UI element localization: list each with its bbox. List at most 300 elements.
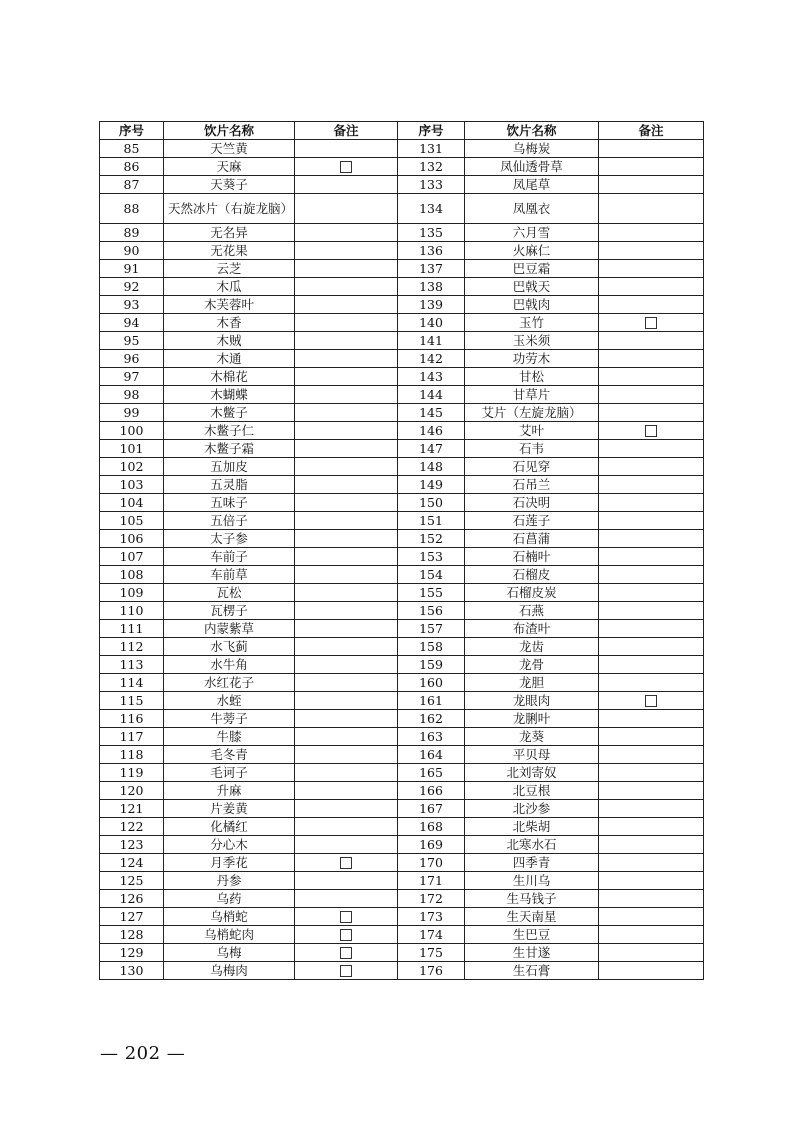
serial-cell: 171 (398, 872, 465, 890)
remark-cell (599, 260, 704, 278)
remark-cell (295, 386, 398, 404)
remark-cell (295, 908, 398, 926)
remark-cell (295, 494, 398, 512)
herb-name-cell: 龙骨 (465, 656, 599, 674)
herb-name-cell: 乌梢蛇肉 (164, 926, 295, 944)
table-row (100, 674, 704, 692)
remark-cell (295, 872, 398, 890)
herb-name-cell: 龙齿 (465, 638, 599, 656)
remark-cell (295, 224, 398, 242)
serial-cell: 127 (100, 908, 164, 926)
serial-cell: 99 (100, 404, 164, 422)
table-row (100, 638, 704, 656)
serial-cell: 110 (100, 602, 164, 620)
remark-cell (295, 746, 398, 764)
remark-cell (295, 710, 398, 728)
serial-cell: 105 (100, 512, 164, 530)
herb-name-cell: 石菖蒲 (465, 530, 599, 548)
remark-cell (599, 278, 704, 296)
herb-name-cell: 平贝母 (465, 746, 599, 764)
remark-cell (599, 782, 704, 800)
herb-name-cell: 生马钱子 (465, 890, 599, 908)
remark-cell (599, 746, 704, 764)
herb-name-cell: 天葵子 (164, 176, 295, 194)
herb-name-cell: 北刘寄奴 (465, 764, 599, 782)
serial-cell: 161 (398, 692, 465, 710)
serial-cell: 122 (100, 818, 164, 836)
herb-name-cell: 升麻 (164, 782, 295, 800)
serial-cell: 148 (398, 458, 465, 476)
serial-cell: 86 (100, 158, 164, 176)
remark-cell (295, 854, 398, 872)
serial-cell: 96 (100, 350, 164, 368)
remark-cell (295, 176, 398, 194)
serial-cell: 109 (100, 584, 164, 602)
remark-cell (599, 224, 704, 242)
serial-cell: 118 (100, 746, 164, 764)
header-name-right: 饮片名称 (465, 122, 599, 140)
remark-cell (599, 926, 704, 944)
herb-name-cell: 石榴皮 (465, 566, 599, 584)
herb-name-cell: 北寒水石 (465, 836, 599, 854)
serial-cell: 112 (100, 638, 164, 656)
herb-name-cell: 牛蒡子 (164, 710, 295, 728)
remark-cell (295, 422, 398, 440)
serial-cell: 169 (398, 836, 465, 854)
herb-name-cell: 布渣叶 (465, 620, 599, 638)
herb-name-cell: 木通 (164, 350, 295, 368)
remark-cell (295, 566, 398, 584)
remark-cell (599, 872, 704, 890)
herb-name-cell: 无名异 (164, 224, 295, 242)
table-row (100, 368, 704, 386)
remark-cell (599, 638, 704, 656)
header-name-left: 饮片名称 (164, 122, 295, 140)
table-row (100, 602, 704, 620)
remark-cell (599, 350, 704, 368)
herb-name-cell: 石莲子 (465, 512, 599, 530)
table-row (100, 584, 704, 602)
herb-name-cell: 车前草 (164, 566, 295, 584)
serial-cell: 158 (398, 638, 465, 656)
table-row (100, 242, 704, 260)
serial-cell: 162 (398, 710, 465, 728)
herb-name-cell: 车前子 (164, 548, 295, 566)
herb-name-cell: 内蒙紫草 (164, 620, 295, 638)
table-row (100, 332, 704, 350)
remark-cell (599, 530, 704, 548)
table-row (100, 140, 704, 158)
remark-cell (295, 368, 398, 386)
table-row (100, 710, 704, 728)
serial-cell: 155 (398, 584, 465, 602)
remark-cell (295, 242, 398, 260)
remark-checkbox-icon (340, 911, 352, 923)
herb-name-cell: 甘草片 (465, 386, 599, 404)
herb-name-cell: 木鳖子 (164, 404, 295, 422)
serial-cell: 119 (100, 764, 164, 782)
remark-cell (295, 530, 398, 548)
serial-cell: 149 (398, 476, 465, 494)
table-row (100, 224, 704, 242)
table-row (100, 350, 704, 368)
remark-checkbox-icon (340, 161, 352, 173)
remark-cell (599, 296, 704, 314)
remark-cell (599, 512, 704, 530)
remark-cell (599, 368, 704, 386)
herb-name-cell: 北豆根 (465, 782, 599, 800)
serial-cell: 88 (100, 194, 164, 224)
table-row (100, 818, 704, 836)
remark-cell (599, 476, 704, 494)
remark-cell (295, 602, 398, 620)
herb-name-cell: 水红花子 (164, 674, 295, 692)
serial-cell: 129 (100, 944, 164, 962)
serial-cell: 139 (398, 296, 465, 314)
serial-cell: 91 (100, 260, 164, 278)
herb-name-cell: 玉竹 (465, 314, 599, 332)
remark-cell (599, 962, 704, 980)
table-row (100, 620, 704, 638)
serial-cell: 160 (398, 674, 465, 692)
table-row (100, 566, 704, 584)
herb-name-cell: 功劳木 (465, 350, 599, 368)
table-row (100, 476, 704, 494)
remark-cell (599, 656, 704, 674)
herb-name-cell: 分心木 (164, 836, 295, 854)
remark-cell (599, 194, 704, 224)
serial-cell: 147 (398, 440, 465, 458)
remark-cell (295, 638, 398, 656)
serial-cell: 92 (100, 278, 164, 296)
remark-cell (599, 602, 704, 620)
remark-cell (599, 764, 704, 782)
table-row (100, 296, 704, 314)
herb-name-cell: 毛冬青 (164, 746, 295, 764)
remark-cell (599, 494, 704, 512)
serial-cell: 164 (398, 746, 465, 764)
table-row (100, 404, 704, 422)
herb-name-cell: 木芙蓉叶 (164, 296, 295, 314)
remark-cell (599, 836, 704, 854)
remark-cell (599, 242, 704, 260)
remark-cell (295, 194, 398, 224)
herb-name-cell: 乌梅炭 (465, 140, 599, 158)
remark-cell (599, 710, 704, 728)
remark-cell (295, 674, 398, 692)
remark-checkbox-icon (340, 857, 352, 869)
serial-cell: 140 (398, 314, 465, 332)
serial-cell: 154 (398, 566, 465, 584)
serial-cell: 111 (100, 620, 164, 638)
remark-cell (295, 962, 398, 980)
serial-cell: 85 (100, 140, 164, 158)
herb-name-cell: 太子参 (164, 530, 295, 548)
remark-cell (599, 440, 704, 458)
serial-cell: 123 (100, 836, 164, 854)
remark-cell (295, 818, 398, 836)
serial-cell: 156 (398, 602, 465, 620)
header-remark-left: 备注 (295, 122, 398, 140)
serial-cell: 87 (100, 176, 164, 194)
herb-name-cell: 木蝴蝶 (164, 386, 295, 404)
remark-cell (599, 176, 704, 194)
header-row (100, 122, 704, 140)
serial-cell: 174 (398, 926, 465, 944)
remark-cell (295, 944, 398, 962)
serial-cell: 157 (398, 620, 465, 638)
herb-name-cell: 生天南星 (465, 908, 599, 926)
table-row (100, 458, 704, 476)
serial-cell: 167 (398, 800, 465, 818)
herb-name-cell: 水牛角 (164, 656, 295, 674)
remark-cell (599, 314, 704, 332)
serial-cell: 89 (100, 224, 164, 242)
herb-name-cell: 艾片（左旋龙脑） (465, 404, 599, 422)
herb-name-cell: 化橘红 (164, 818, 295, 836)
serial-cell: 150 (398, 494, 465, 512)
serial-cell: 165 (398, 764, 465, 782)
remark-cell (295, 314, 398, 332)
serial-cell: 144 (398, 386, 465, 404)
remark-cell (295, 764, 398, 782)
serial-cell: 152 (398, 530, 465, 548)
herb-name-cell: 五味子 (164, 494, 295, 512)
herb-name-cell: 牛膝 (164, 728, 295, 746)
herb-name-cell: 凤尾草 (465, 176, 599, 194)
serial-cell: 98 (100, 386, 164, 404)
serial-cell: 108 (100, 566, 164, 584)
herb-name-cell: 石决明 (465, 494, 599, 512)
header-remark-right: 备注 (599, 122, 704, 140)
serial-cell: 125 (100, 872, 164, 890)
serial-cell: 121 (100, 800, 164, 818)
herb-name-cell: 龙胆 (465, 674, 599, 692)
serial-cell: 116 (100, 710, 164, 728)
serial-cell: 134 (398, 194, 465, 224)
serial-cell: 141 (398, 332, 465, 350)
serial-cell: 114 (100, 674, 164, 692)
herb-name-cell: 石榴皮炭 (465, 584, 599, 602)
herb-name-cell: 乌梅 (164, 944, 295, 962)
herb-name-cell: 玉米须 (465, 332, 599, 350)
table-row (100, 800, 704, 818)
remark-cell (295, 158, 398, 176)
remark-cell (599, 566, 704, 584)
serial-cell: 153 (398, 548, 465, 566)
serial-cell: 106 (100, 530, 164, 548)
remark-cell (599, 584, 704, 602)
herb-name-cell: 凤仙透骨草 (465, 158, 599, 176)
serial-cell: 117 (100, 728, 164, 746)
serial-cell: 145 (398, 404, 465, 422)
remark-cell (599, 890, 704, 908)
remark-cell (295, 476, 398, 494)
herb-name-cell: 艾叶 (465, 422, 599, 440)
herb-name-cell: 无花果 (164, 242, 295, 260)
herb-name-cell: 木鳖子霜 (164, 440, 295, 458)
table-row (100, 836, 704, 854)
serial-cell: 151 (398, 512, 465, 530)
table-row (100, 548, 704, 566)
herb-name-cell: 木香 (164, 314, 295, 332)
herb-name-cell: 片姜黄 (164, 800, 295, 818)
herb-name-cell: 巴戟肉 (465, 296, 599, 314)
remark-cell (295, 728, 398, 746)
herb-name-cell: 云芝 (164, 260, 295, 278)
herb-name-cell: 毛诃子 (164, 764, 295, 782)
remark-cell (295, 584, 398, 602)
remark-checkbox-icon (645, 425, 657, 437)
herb-name-cell: 木贼 (164, 332, 295, 350)
herb-name-cell: 六月雪 (465, 224, 599, 242)
serial-cell: 143 (398, 368, 465, 386)
table-body (100, 140, 704, 980)
table-row (100, 158, 704, 176)
herb-name-cell: 凤凰衣 (465, 194, 599, 224)
remark-cell (599, 728, 704, 746)
serial-cell: 159 (398, 656, 465, 674)
header-serial-left: 序号 (100, 122, 164, 140)
serial-cell: 166 (398, 782, 465, 800)
table-row (100, 908, 704, 926)
remark-cell (295, 332, 398, 350)
serial-cell: 168 (398, 818, 465, 836)
table-row (100, 278, 704, 296)
serial-cell: 124 (100, 854, 164, 872)
remark-cell (599, 800, 704, 818)
herb-name-cell: 巴戟天 (465, 278, 599, 296)
remark-cell (295, 890, 398, 908)
herb-name-cell: 乌梅肉 (164, 962, 295, 980)
table-row (100, 314, 704, 332)
remark-cell (599, 140, 704, 158)
herb-name-cell: 火麻仁 (465, 242, 599, 260)
herb-name-cell: 木鳖子仁 (164, 422, 295, 440)
header-serial-right: 序号 (398, 122, 465, 140)
serial-cell: 104 (100, 494, 164, 512)
table-row (100, 494, 704, 512)
serial-cell: 175 (398, 944, 465, 962)
herb-name-cell: 乌药 (164, 890, 295, 908)
remark-cell (295, 404, 398, 422)
herb-name-cell: 四季青 (465, 854, 599, 872)
table-row (100, 194, 704, 224)
remark-cell (295, 926, 398, 944)
remark-cell (295, 458, 398, 476)
herb-name-cell: 天然冰片（右旋龙脑） (164, 194, 295, 224)
table-row (100, 962, 704, 980)
herb-name-cell: 龙眼肉 (465, 692, 599, 710)
serial-cell: 131 (398, 140, 465, 158)
table-row (100, 728, 704, 746)
herb-name-cell: 乌梢蛇 (164, 908, 295, 926)
herb-name-cell: 生甘遂 (465, 944, 599, 962)
remark-cell (295, 350, 398, 368)
remark-cell (599, 158, 704, 176)
serial-cell: 100 (100, 422, 164, 440)
table-row (100, 944, 704, 962)
remark-cell (295, 260, 398, 278)
herb-name-cell: 甘松 (465, 368, 599, 386)
remark-checkbox-icon (645, 317, 657, 329)
herb-list-table (99, 121, 704, 980)
table-row (100, 656, 704, 674)
table-row (100, 692, 704, 710)
herb-name-cell: 木棉花 (164, 368, 295, 386)
herb-name-cell: 石韦 (465, 440, 599, 458)
serial-cell: 172 (398, 890, 465, 908)
serial-cell: 176 (398, 962, 465, 980)
herb-name-cell: 生川乌 (465, 872, 599, 890)
serial-cell: 128 (100, 926, 164, 944)
remark-cell (599, 332, 704, 350)
remark-cell (295, 278, 398, 296)
herb-name-cell: 石楠叶 (465, 548, 599, 566)
herb-name-cell: 石燕 (465, 602, 599, 620)
herb-name-cell: 瓦松 (164, 584, 295, 602)
serial-cell: 97 (100, 368, 164, 386)
remark-cell (599, 548, 704, 566)
remark-cell (295, 800, 398, 818)
herb-name-cell: 龙葵 (465, 728, 599, 746)
remark-cell (599, 908, 704, 926)
remark-cell (295, 140, 398, 158)
herb-name-cell: 龙脷叶 (465, 710, 599, 728)
herb-name-cell: 天竺黄 (164, 140, 295, 158)
table-row (100, 440, 704, 458)
remark-cell (599, 422, 704, 440)
serial-cell: 103 (100, 476, 164, 494)
serial-cell: 138 (398, 278, 465, 296)
serial-cell: 146 (398, 422, 465, 440)
herb-name-cell: 五加皮 (164, 458, 295, 476)
serial-cell: 102 (100, 458, 164, 476)
serial-cell: 90 (100, 242, 164, 260)
table-row (100, 890, 704, 908)
remark-cell (295, 782, 398, 800)
table-row (100, 926, 704, 944)
remark-checkbox-icon (645, 695, 657, 707)
serial-cell: 142 (398, 350, 465, 368)
remark-cell (599, 818, 704, 836)
remark-cell (599, 944, 704, 962)
serial-cell: 107 (100, 548, 164, 566)
herb-name-cell: 石吊兰 (465, 476, 599, 494)
table-row (100, 782, 704, 800)
remark-checkbox-icon (340, 929, 352, 941)
herb-name-cell: 巴豆霜 (465, 260, 599, 278)
remark-cell (599, 674, 704, 692)
remark-cell (599, 854, 704, 872)
herb-name-cell: 北柴胡 (465, 818, 599, 836)
serial-cell: 101 (100, 440, 164, 458)
herb-name-cell: 生石膏 (465, 962, 599, 980)
serial-cell: 135 (398, 224, 465, 242)
herb-name-cell: 石见穿 (465, 458, 599, 476)
remark-cell (295, 692, 398, 710)
table-row (100, 386, 704, 404)
serial-cell: 136 (398, 242, 465, 260)
table-row (100, 512, 704, 530)
remark-cell (599, 386, 704, 404)
herb-name-cell: 五倍子 (164, 512, 295, 530)
remark-cell (295, 836, 398, 854)
serial-cell: 95 (100, 332, 164, 350)
serial-cell: 126 (100, 890, 164, 908)
remark-cell (295, 620, 398, 638)
table-row (100, 746, 704, 764)
